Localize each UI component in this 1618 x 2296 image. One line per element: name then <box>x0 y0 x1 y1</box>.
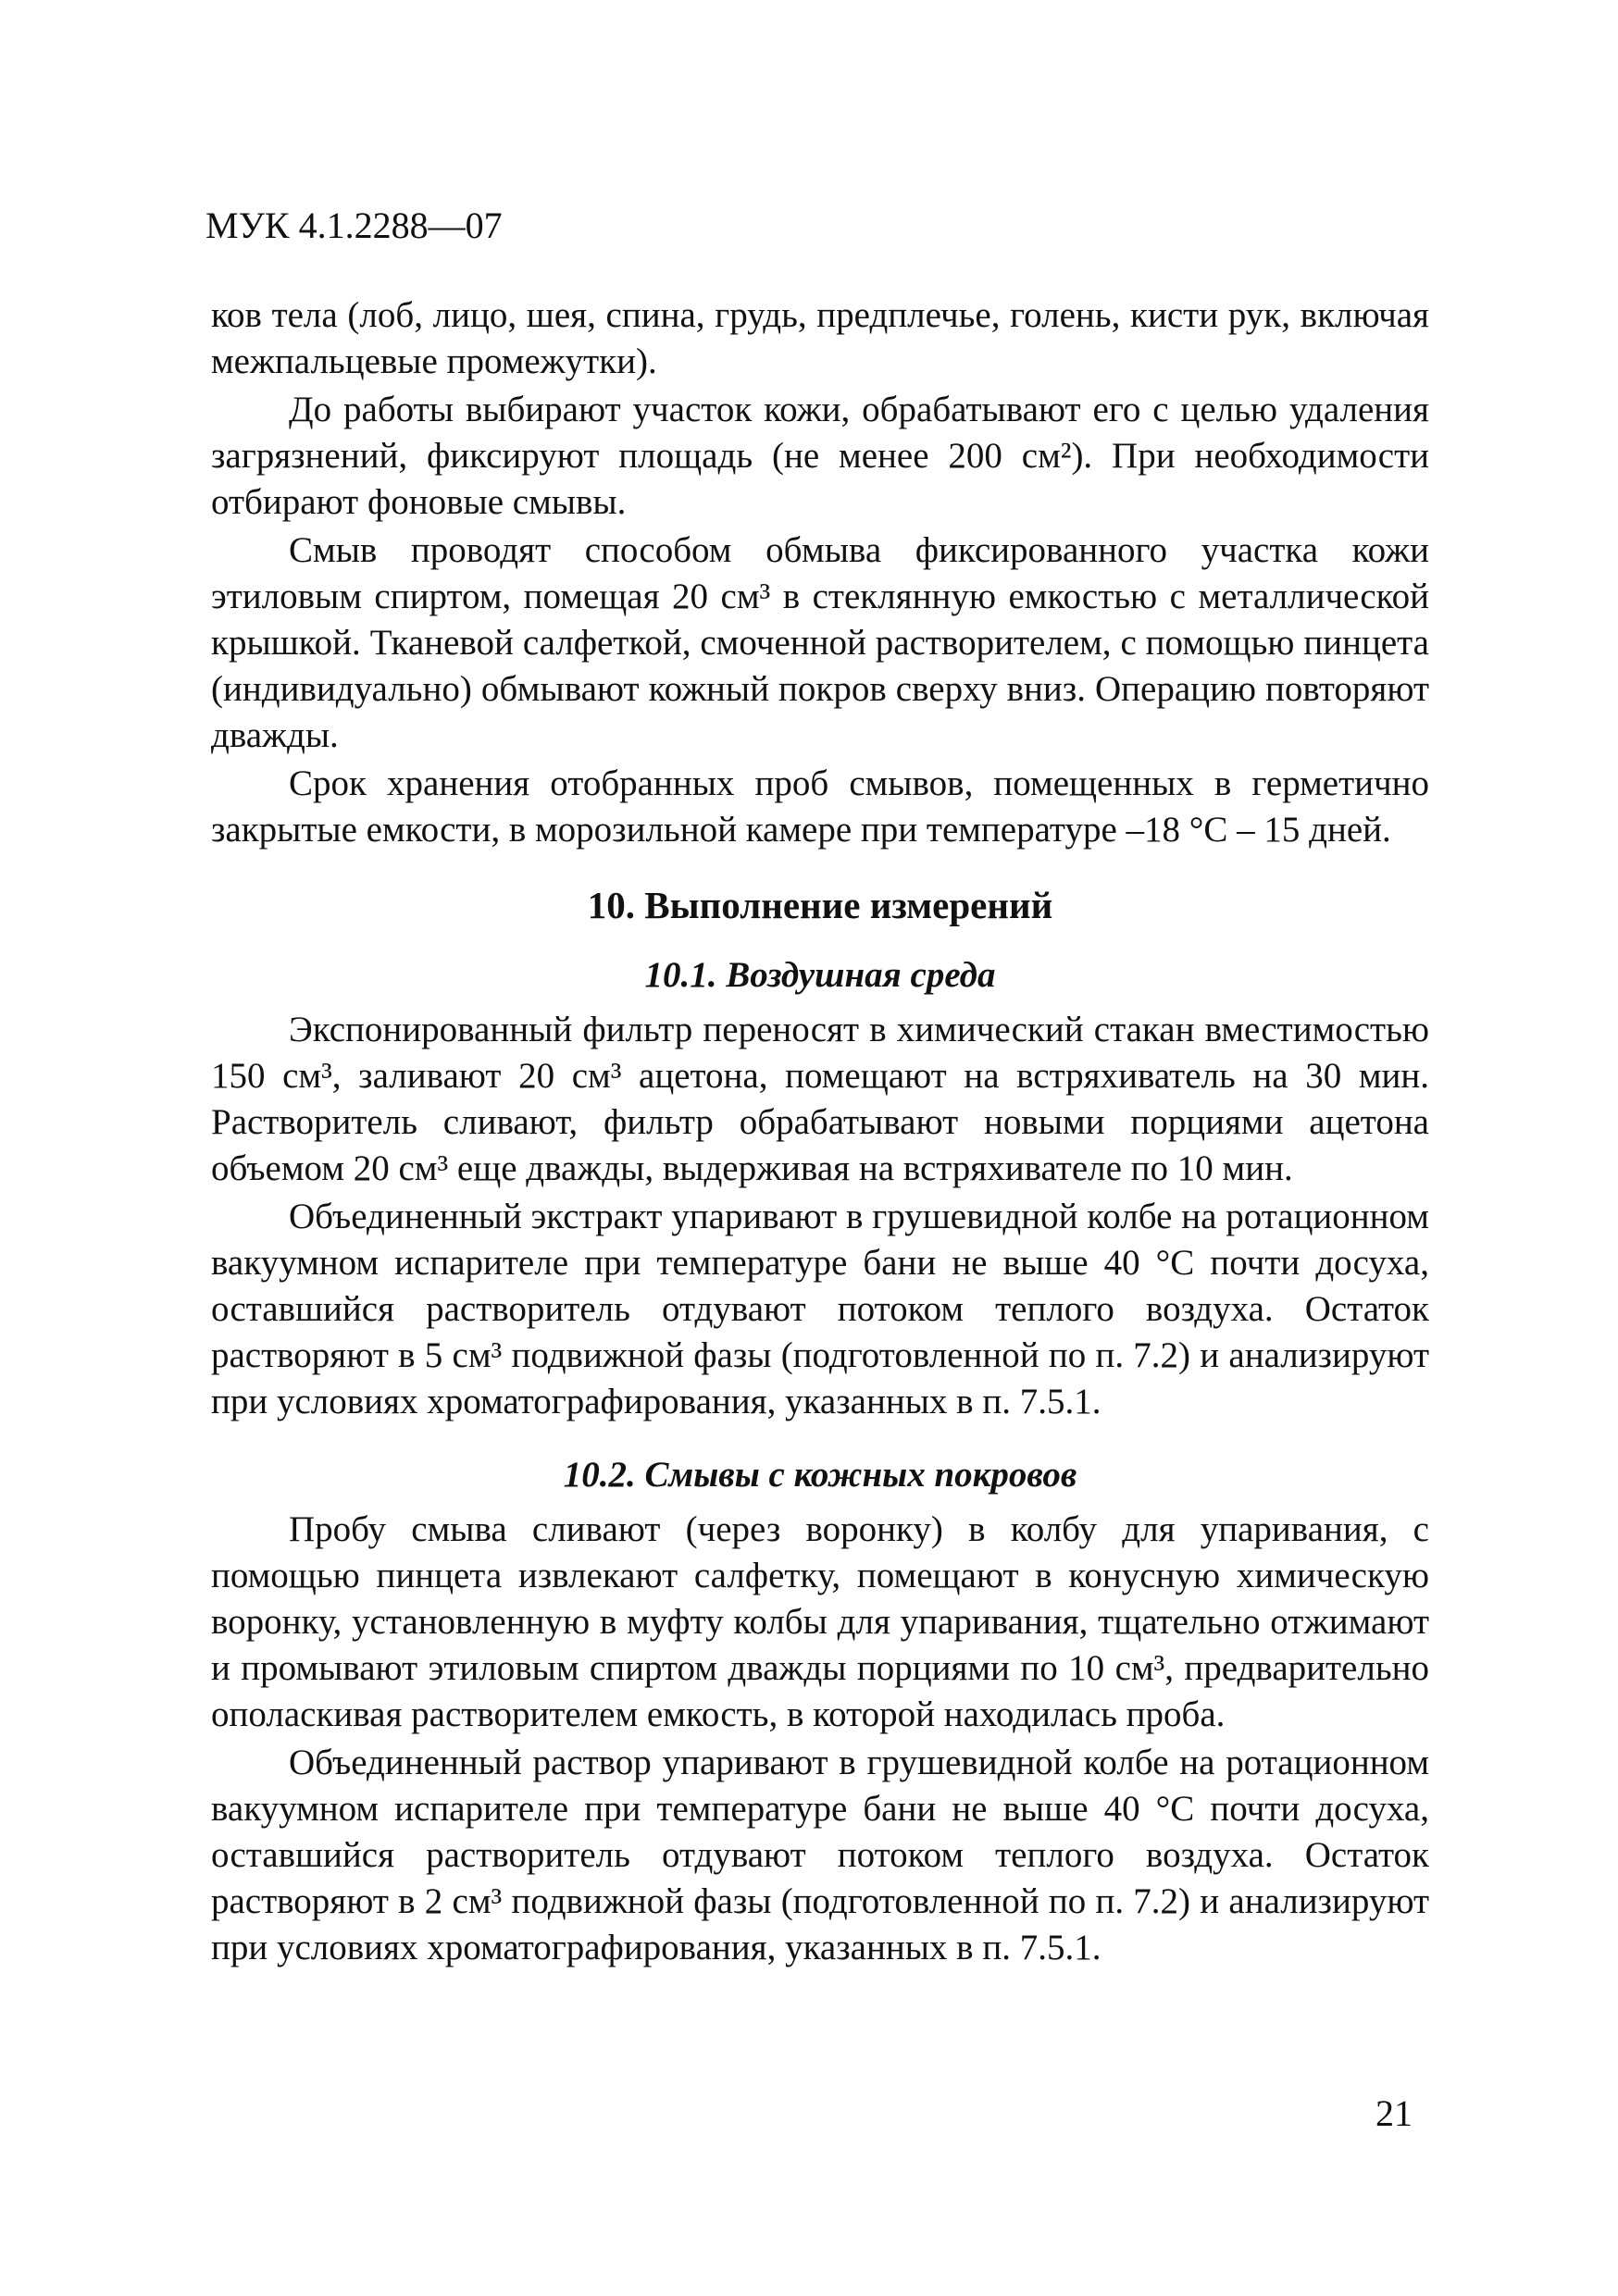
paragraph-wash-sample-transfer: Пробу смыва сливают (через воронку) в колбу для упаривания, с помощью пинцета извлекают салфетку, помещают в конусную химическую воронку, установленную в муфту колбы для упаривания, тщательно отжимают и промывают этиловым спиртом дважды порциями по 10 см³, предварительно ополаскивая растворителем емкость, в которой находилась проба. <box>211 1509 1429 1734</box>
paragraph-skin-preparation: До работы выбирают участок кожи, обрабатывают его с целью удаления загрязнений, фиксируют площадь (не менее 200 см²). При необходимости отбирают фоновые смывы. <box>211 390 1429 522</box>
document-body <box>211 292 1429 1971</box>
paragraph-skin-areas: ков тела (лоб, лицо, шея, спина, грудь, предплечье, голень, кисти рук, включая межпальцевые промежутки). <box>211 295 1429 381</box>
subsection-heading-skin-washes: 10.2. Смывы с кожных покровов <box>563 1455 1077 1495</box>
page-number: 21 <box>1375 2092 1413 2134</box>
subsection-heading-air: 10.1. Воздушная среда <box>644 955 996 995</box>
paragraph-extract-evaporation: Объединенный экстракт упаривают в грушевидной колбе на ротационном вакуумном испарителе при температуре бани не выше 40 °С почти досуха, оставшийся растворитель отдувают потоком теплого воздуха. Остаток растворяют в 5 см³ подвижной фазы (подготовленной по п. 7.2) и анализируют при условиях хроматографирования, указанных в п. 7.5.1. <box>211 1197 1429 1421</box>
paragraph-wash-procedure: Смыв проводят способом обмыва фиксированного участка кожи этиловым спиртом, помещая 20 см³ в стеклянную емкостью с металлической крышкой. Тканевой салфеткой, смоченной растворителем, с помощью пинцета (индивидуально) обмывают кожный покров сверху вниз. Операцию повторяют дважды. <box>211 530 1429 755</box>
paragraph-filter-extraction: Экспонированный фильтр переносят в химический стакан вместимостью 150 см³, заливают 20 см³ ацетона, помещают на встряхиватель на 30 мин. Растворитель сливают, фильтр обрабатывают новыми порциями ацетона объемом 20 см³ еще дважды, выдерживая на встряхивателе по 10 мин. <box>211 1010 1429 1188</box>
document-code-header: МУК 4.1.2288—07 <box>205 205 503 246</box>
paragraph-storage: Срок хранения отобранных проб смывов, помещенных в герметично закрытые емкости, в морозильной камере при температуре –18 °С – 15 дней. <box>211 763 1429 850</box>
paragraph-solution-evaporation: Объединенный раствор упаривают в грушевидной колбе на ротационном вакуумном испарителе при температуре бани не выше 40 °С почти досуха, оставшийся растворитель отдувают потоком теплого воздуха. Остаток растворяют в 2 см³ подвижной фазы (подготовленной по п. 7.2) и анализируют при условиях хроматографирования, указанных в п. 7.5.1. <box>211 1743 1429 1967</box>
section-heading-measurements: 10. Выполнение измерений <box>587 884 1053 926</box>
